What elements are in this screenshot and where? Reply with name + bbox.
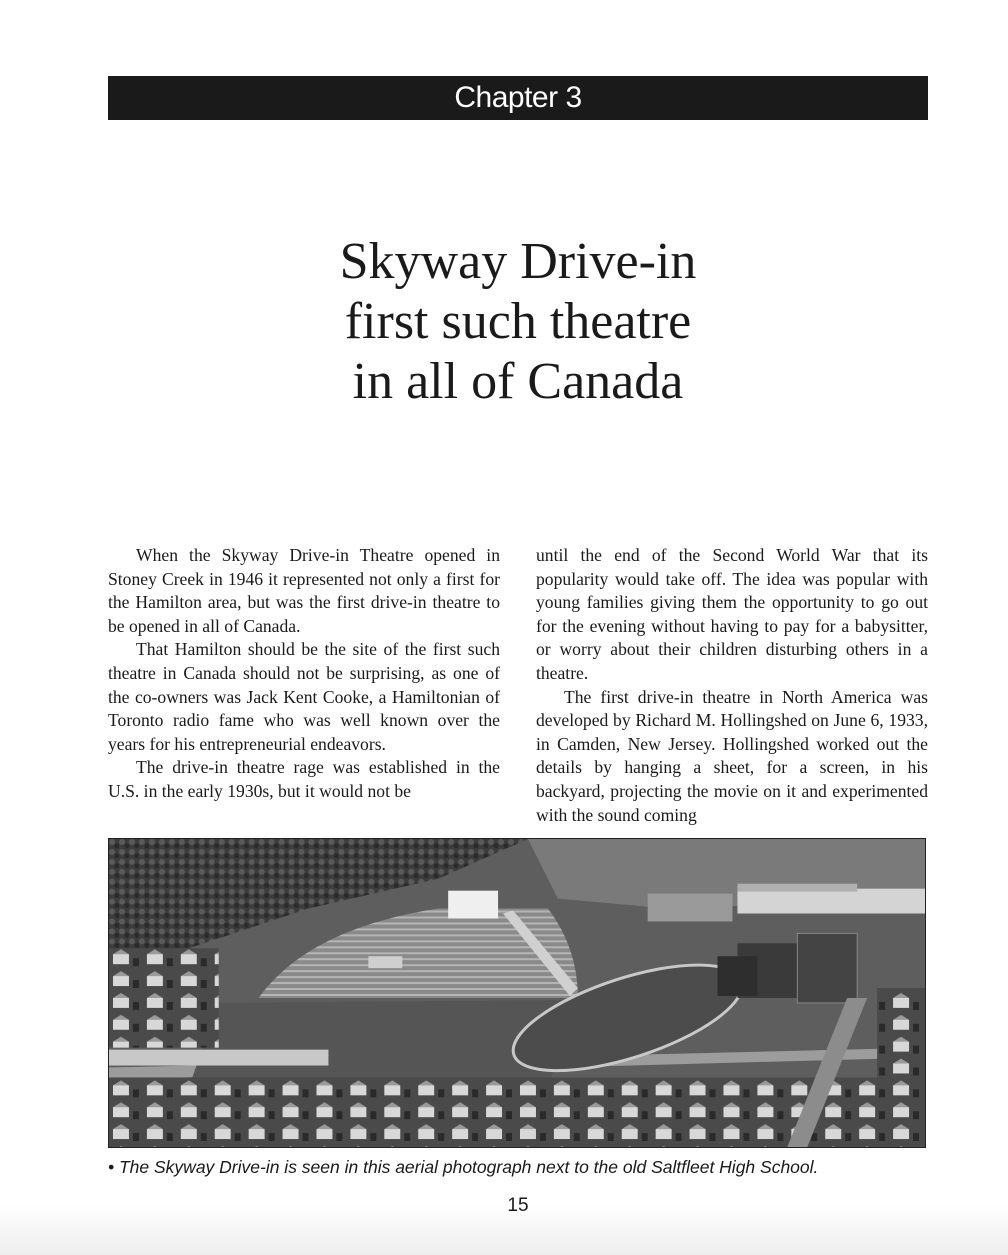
paragraph: When the Skyway Drive-in Theatre opened in Stoney Creek in 1946 it represented not only a first for the Hamilton area, but was the first drive-in theatre to be opened in all of Canada. <box>108 545 500 636</box>
paragraph-continued: until the end of the Second World War that its popularity would take off. The idea was popular with young families giving them the opportunity to go out for the evening without having to pay for a babysitter, or worry about their children disturbing others in a theatre. <box>536 545 928 683</box>
paragraph: The first drive-in theatre in North America was developed by Richard M. Hollingshed on June 6, 1933, in Camden, New Jersey. Hollingshed worked out the details by hanging a sheet, for a screen, in his backyard, projecting the movie on it and experimented with the sound coming <box>536 686 928 825</box>
chapter-title <box>108 232 928 412</box>
page-number: 15 <box>507 1195 529 1216</box>
aerial-photo <box>108 838 926 1148</box>
aerial-photo-illustration <box>109 839 925 1147</box>
chapter-label: Chapter 3 <box>454 81 582 114</box>
chapter-header <box>108 76 928 120</box>
photo-caption: • The Skyway Drive-in is seen in this aerial photograph next to the old Saltfleet High School. <box>108 1157 819 1177</box>
paragraph: That Hamilton should be the site of the first such theatre in Canada should not be surprising, as one of the co-owners was Jack Kent Cooke, a Hamiltonian of Toronto radio fame who was well known over the years for his entrepreneurial endeavors. <box>108 639 500 754</box>
title-line: first such theatre <box>344 293 692 350</box>
title-line: in all of Canada <box>352 353 684 410</box>
body-column-right <box>536 544 928 827</box>
body-column-left <box>108 544 500 804</box>
title-line: Skyway Drive-in <box>339 233 697 290</box>
paragraph: The drive-in theatre rage was established in the U.S. in the early 1930s, but it would not be <box>108 757 500 801</box>
